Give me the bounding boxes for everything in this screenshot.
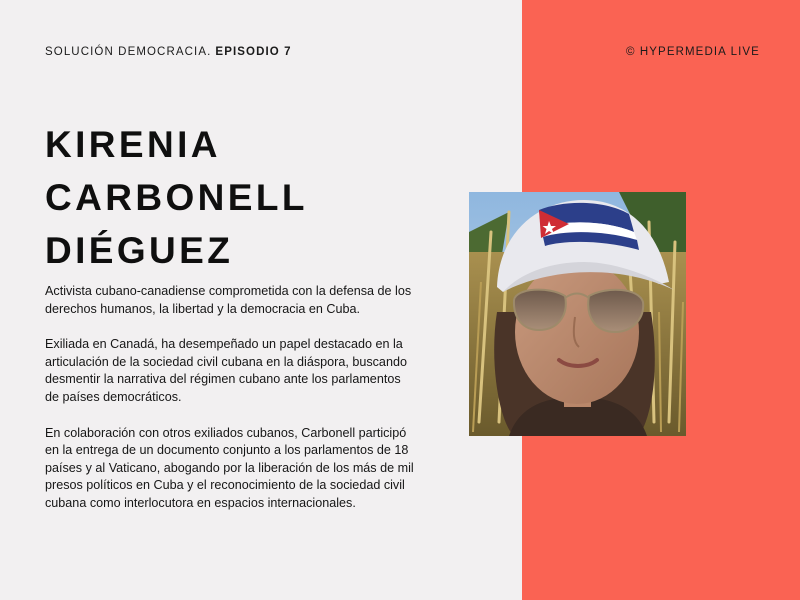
series-name: SOLUCIÓN DEMOCRACIA.: [45, 46, 212, 58]
biography: [45, 283, 417, 531]
series-title: [45, 46, 292, 58]
bio-paragraph: Exiliada en Canadá, ha desempeñado un papel destacado en la articulación de la sociedad civil cubana en la diáspora, buscando desmentir la narrativa del régimen cubano ante los parlamentos de países democráticos.: [45, 337, 407, 404]
episode-label: EPISODIO 7: [215, 46, 292, 58]
name-line-third: DIÉGUEZ: [45, 230, 234, 271]
portrait-photo: [469, 192, 686, 436]
person-name: [45, 118, 308, 277]
name-line-first: KIRENIA: [45, 124, 221, 165]
bio-paragraph: En colaboración con otros exiliados cubanos, Carbonell participó en la entrega de un documento conjunto a los parlamentos de 18 países y al Vaticano, abogando por la liberación de los más de mil presos políticos en Cuba y el reconocimiento de la sociedad civil cubana como interlocutora en espacios internacionales.: [45, 425, 414, 510]
copyright-notice: © HYPERMEDIA LIVE: [626, 46, 760, 58]
name-line-second: CARBONELL: [45, 177, 308, 218]
bio-paragraph: Activista cubano-canadiense comprometida con la defensa de los derechos humanos, la libertad y la democracia en Cuba.: [45, 284, 412, 316]
